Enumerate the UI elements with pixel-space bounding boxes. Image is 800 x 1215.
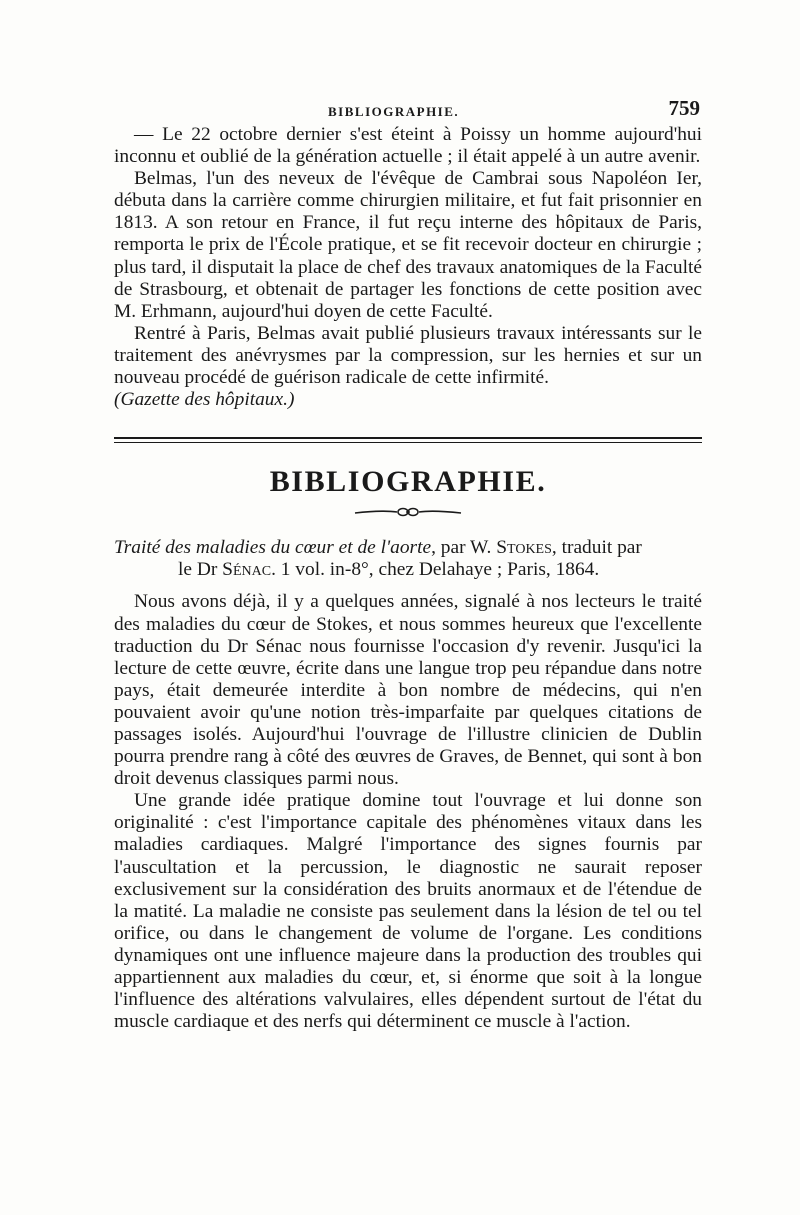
obituary-paragraph-1: — Le 22 octobre dernier s'est éteint à Poissy un homme aujourd'hui inconnu et oublié de la génération actuelle ; il était appelé à un autre avenir. (114, 124, 702, 168)
page-number: 759 (668, 96, 700, 120)
author-prefix: , par W. (431, 537, 497, 559)
publication-details: . 1 vol. in-8°, chez Delahaye ; Paris, 1864. (271, 559, 600, 581)
section-divider-rule (114, 437, 702, 443)
citation-line-2 (114, 559, 702, 581)
review-body (114, 591, 702, 1033)
review-book-citation (114, 537, 702, 581)
book-title: Traité des maladies du cœur et de l'aorte (114, 537, 432, 559)
ornament-flourish (353, 501, 463, 523)
running-head (114, 96, 702, 124)
translator-line: le Dr (178, 559, 223, 581)
review-paragraph-2: Une grande idée pratique domine tout l'ouvrage et lui donne son originalité : c'est l'importance capitale des phénomènes vitaux dans les maladies cardiaques. Malgré l'importance des signes fournis par l'auscultation et la percussion, le diagnostic ne saurait reposer exclusivement sur la considération des bruits anormaux et de l'étendue de la matité. La maladie ne consiste pas seulement dans la lésion de tel ou tel orifice, ou dans le changement de volume de l'organe. Les conditions dynamiques ont une influence majeure dans la production des troubles qui appartiennent aux maladies du cœur, et, si énorme que soit à la longue l'influence des altérations valvulaires, elles dépendent surtout de l'état du muscle cardiaque et des nerfs qui déterminent ce muscle à l'action. (114, 790, 702, 1033)
running-head-title: BIBLIOGRAPHIE. (328, 104, 460, 119)
obituary-notice (114, 124, 702, 411)
book-author: Stokes (496, 537, 552, 559)
translator-name: Sénac (222, 559, 272, 581)
review-paragraph-1: Nous avons déjà, il y a quelques années, signalé à nos lecteurs le traité des maladies du cœur de Stokes, et nous sommes heureux que l'excellente traduction du Dr Sénac nous fournisse l'occasion d'y revenir. Jusqu'ici la lecture de cette œuvre, écrite dans une langue trop peu répandue dans notre pays, était demeurée interdite à bon nombre de médecins, qui n'en pouvaient avoir qu'une notion très-imparfaite par quelques citations de passages isolés. Aujourd'hui l'ouvrage de l'illustre clinicien de Dublin pourra prendre rang à côté des œuvres de Graves, de Bennet, qui sont à bon droit devenus classiques parmi nous. (114, 591, 702, 790)
obituary-source: (Gazette des hôpitaux.) (114, 389, 295, 411)
translator-prefix: , traduit par (551, 537, 642, 559)
section-title: BIBLIOGRAPHIE. (269, 465, 547, 499)
obituary-paragraph-3: Rentré à Paris, Belmas avait publié plusieurs travaux intéressants sur le traitement des anévrysmes par la compression, sur les hernies et sur un nouveau procédé de guérison radicale de cette infirmité. (114, 322, 702, 389)
obituary-paragraph-2: Belmas, l'un des neveux de l'évêque de Cambrai sous Napoléon Ier, débuta dans la carrière comme chirurgien militaire, et fut fait prisonnier en 1813. A son retour en France, il fut reçu interne des hôpitaux de Paris, remporta le prix de l'École pratique, et se fit recevoir docteur en chirurgie ; plus tard, il disputait la place de chef des travaux anatomiques de la Faculté de Strasbourg, et obtenait de partager les fonctions de cette position avec M. Erhmann, aujourd'hui doyen de cette Faculté. (114, 168, 702, 322)
